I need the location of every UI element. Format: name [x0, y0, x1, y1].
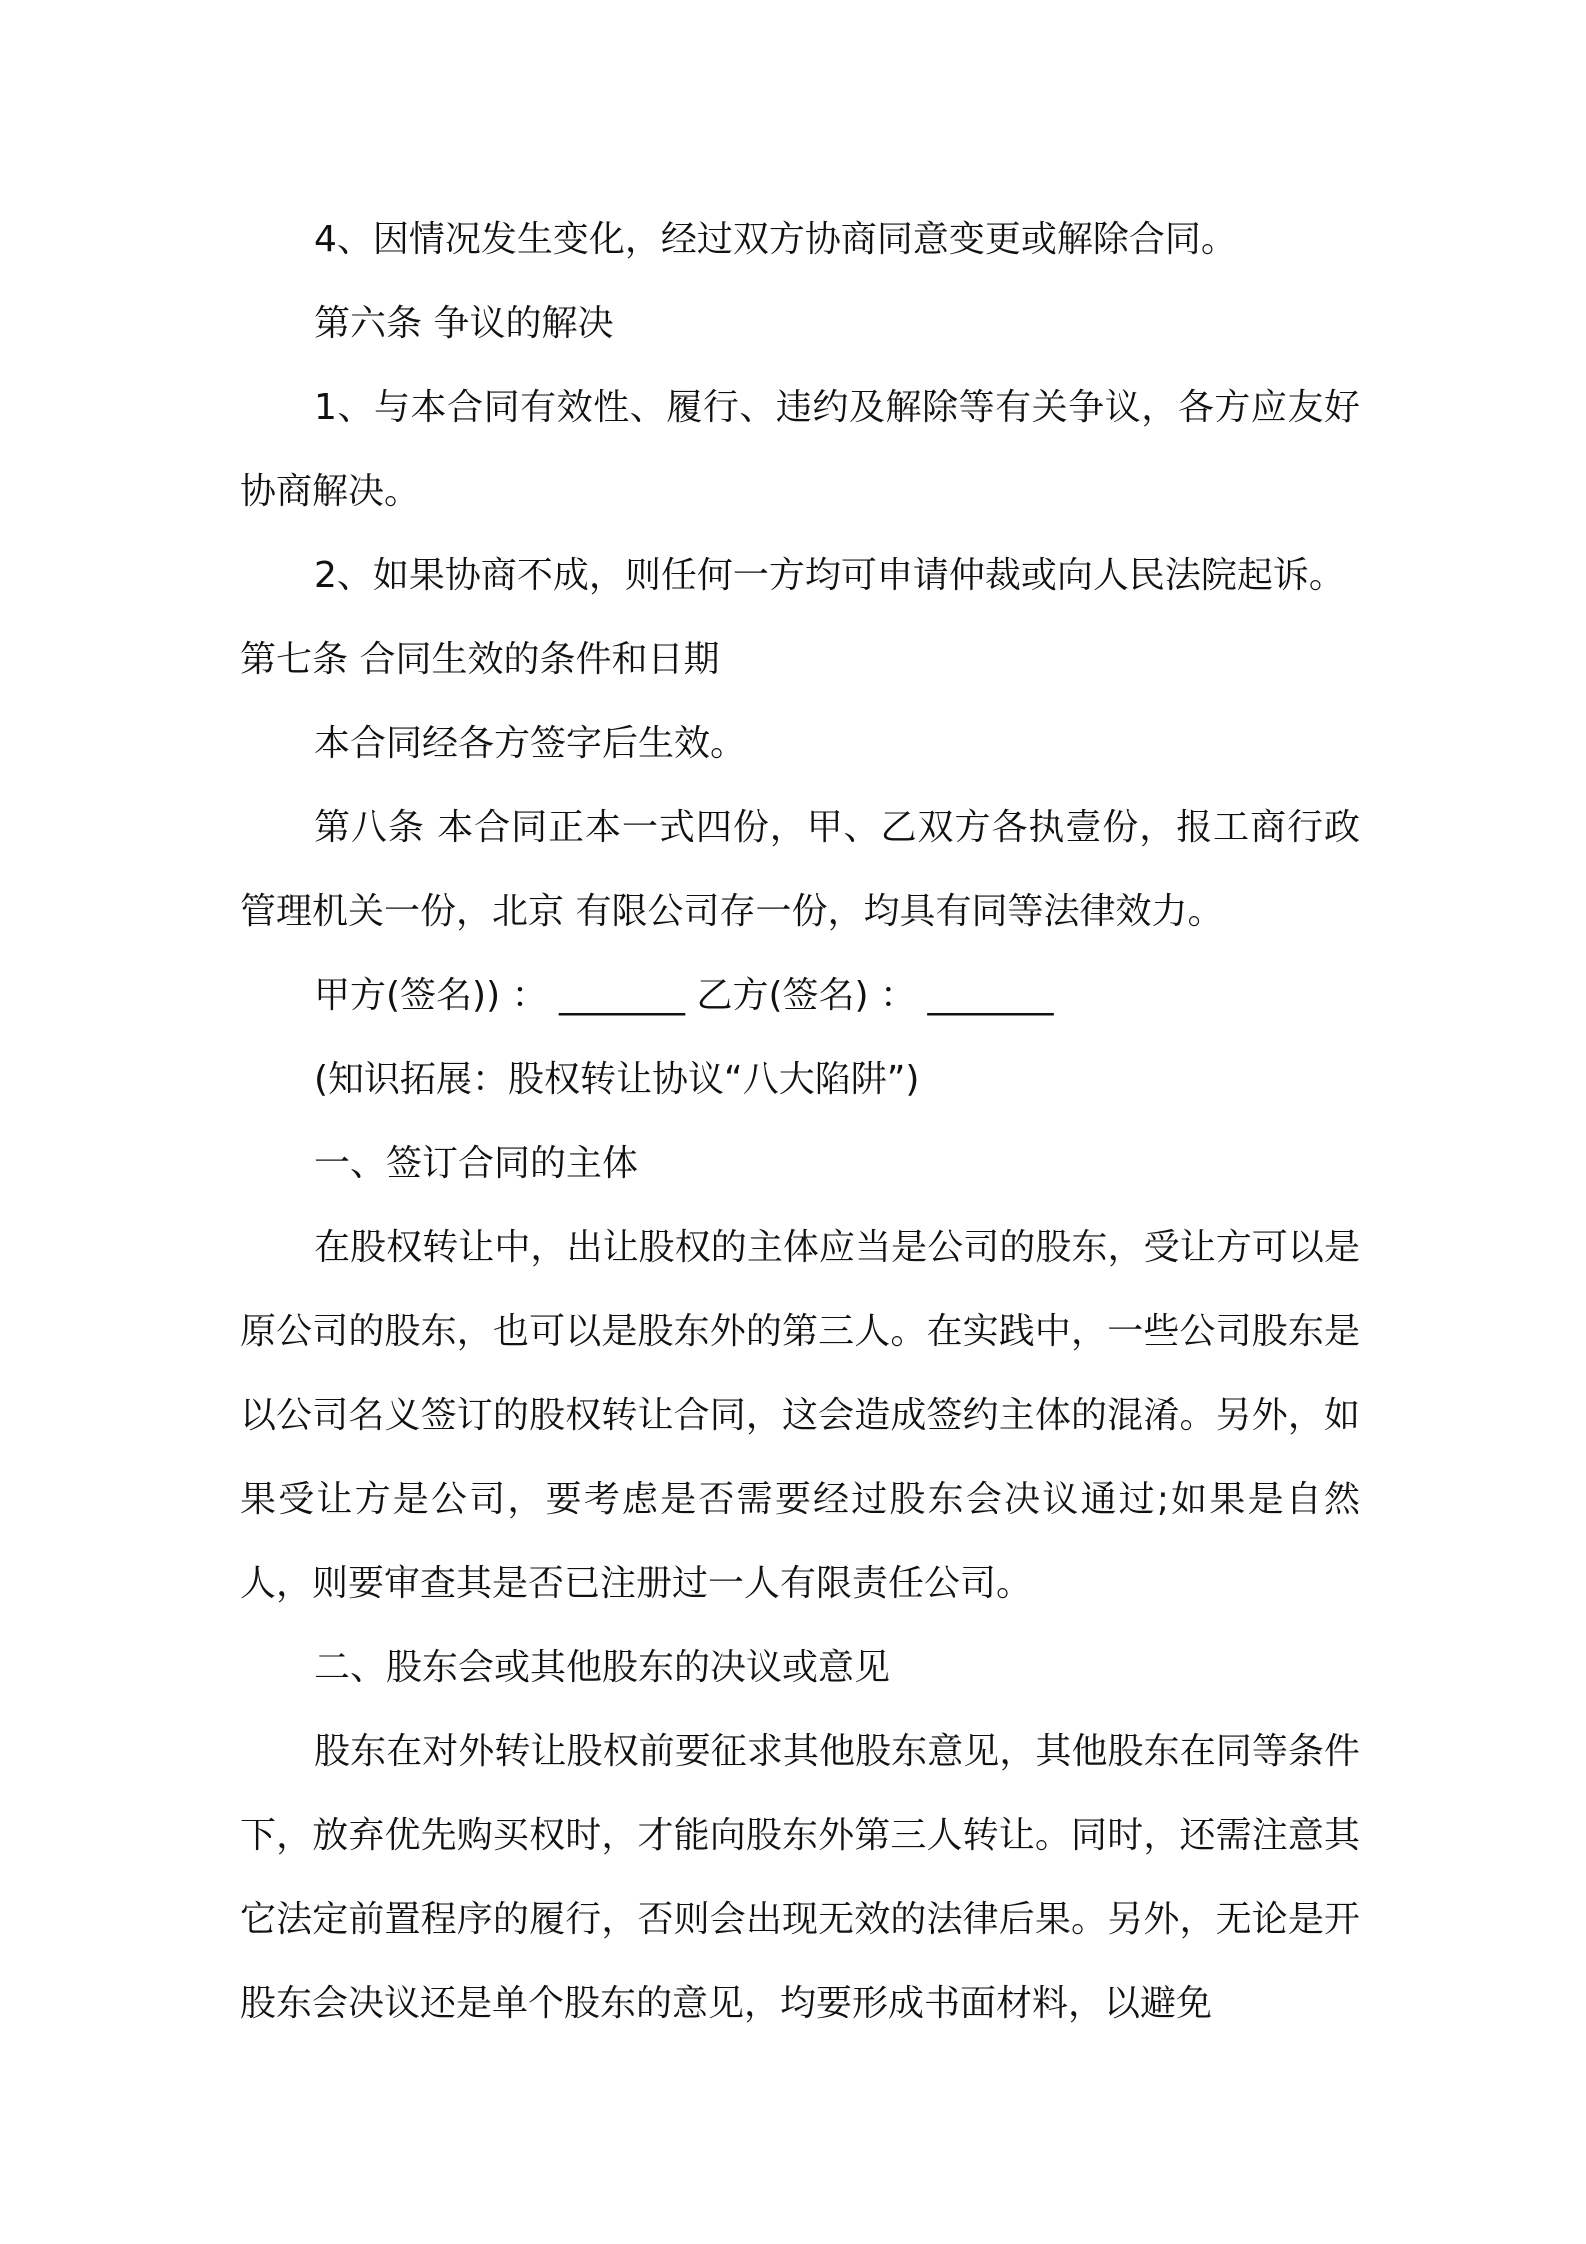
section-2-heading: 二、股东会或其他股东的决议或意见	[314, 1647, 891, 1688]
article-8-body: 第八条 本合同正本一式四份，甲、乙双方各执壹份，报工商行政管理机关一份，北京 有限公司存一份，均具有同等法律效力。	[240, 807, 1360, 932]
knowledge-extension-title: (知识拓展：股权转让协议“八大陷阱”)	[314, 1059, 920, 1100]
article-6-item-2: 2、如果协商不成，则任何一方均可申请仲裁或向人民法院起诉。	[314, 555, 1345, 596]
article-7-heading: 第七条 合同生效的条件和日期	[240, 639, 720, 680]
article-6-heading: 第六条 争议的解决	[314, 303, 614, 344]
clause-5-item-4: 4、因情况发生变化，经过双方协商同意变更或解除合同。	[314, 219, 1237, 260]
section-1-body: 在股权转让中，出让股权的主体应当是公司的股东，受让方可以是原公司的股东，也可以是股东外的第三人。在实践中，一些公司股东是以公司名义签订的股权转让合同，这会造成签约主体的混淆。另外，如果受让方是公司，要考虑是否需要经过股东会决议通过;如果是自然人，则要审查其是否已注册过一人有限责任公司。	[240, 1227, 1360, 1604]
document-body	[240, 198, 1360, 2046]
section-1-heading: 一、签订合同的主体	[314, 1143, 639, 1184]
article-6-item-1: 1、与本合同有效性、履行、违约及解除等有关争议，各方应友好协商解决。	[240, 387, 1360, 512]
section-2-body: 股东在对外转让股权前要征求其他股东意见，其他股东在同等条件下，放弃优先购买权时，才能向股东外第三人转让。同时，还需注意其它法定前置程序的履行，否则会出现无效的法律后果。另外，无论是开股东会决议还是单个股东的意见，均要形成书面材料，以避免	[240, 1731, 1360, 2024]
signature-line: 甲方(签名)) ： _______ 乙方(签名) ： _______	[314, 975, 1054, 1016]
article-7-body: 本合同经各方签字后生效。	[314, 723, 747, 764]
